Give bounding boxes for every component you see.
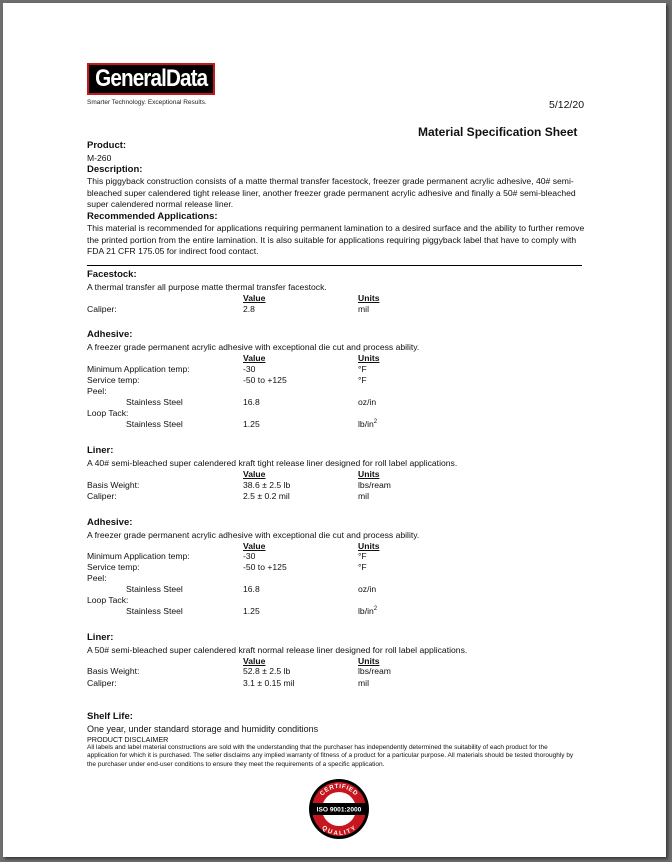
spec-unit: lbs/ream — [358, 666, 391, 676]
spec-name: Basis Weight: — [87, 480, 140, 490]
units-header: Units — [358, 353, 380, 363]
units-header: Units — [358, 293, 380, 303]
units-header: Units — [358, 541, 380, 551]
value-header: Value — [243, 656, 266, 666]
applications-text: This material is recommended for applications requiring permanent lamination to a desired surface and the ability to further remove the printed portion from the entire lamination. It is also suitable for applications requiring piggyback label that have to comply with FDA 21 CFR 175.05 for indirect food contact. — [87, 223, 585, 256]
spec-name: Peel: — [87, 573, 107, 583]
spec-name: Loop Tack: — [87, 408, 129, 418]
spec-name: Caliper: — [87, 491, 117, 501]
spec-unit-base: lb/in — [358, 419, 374, 429]
spec-value: 1.25 — [243, 606, 260, 616]
document-page — [3, 3, 666, 857]
product-value: M-260 — [87, 153, 112, 163]
value-header: Value — [243, 353, 266, 363]
applications-label: Recommended Applications: — [87, 211, 218, 222]
seal-top-text: CERTIFIED — [318, 782, 360, 798]
spec-value: -30 — [243, 364, 256, 374]
spec-subname: Stainless Steel — [126, 419, 183, 429]
shelf-life-text: One year, under standard storage and humidity conditions — [87, 724, 319, 734]
spec-value: 16.8 — [243, 397, 260, 407]
spec-name: Service temp: — [87, 562, 140, 572]
spec-value: 52.8 ± 2.5 lb — [243, 666, 291, 676]
spec-unit-sup: 2 — [373, 606, 378, 613]
logo-text: GeneralData — [94, 65, 208, 92]
spec-value: -50 to +125 — [243, 562, 287, 572]
spec-name: Basis Weight: — [87, 666, 140, 676]
disclaimer-text: All labels and label material constructions are sold with the understanding that the purchaser has independently determined the suitability of each product for the application for which it is purchased. The seller disclaims any implied warranty of fitness of a product for a particular purpose. All materials should be tested thoroughly by the purchaser under end-user conditions to ensure they meet the requirements of a specific application. — [87, 744, 574, 768]
document-date: 5/12/20 — [549, 99, 585, 111]
spec-unit — [358, 419, 377, 429]
liner-label: Liner: — [87, 632, 114, 643]
spec-unit: mil — [358, 304, 369, 314]
product-label: Product: — [87, 140, 127, 151]
adhesive-label: Adhesive: — [87, 517, 133, 528]
spec-value: -50 to +125 — [243, 375, 287, 385]
spec-unit — [358, 606, 377, 616]
facestock-desc: A thermal transfer all purpose matte thermal transfer facestock. — [87, 282, 327, 292]
spec-unit: lbs/ream — [358, 480, 391, 490]
adhesive-desc: A freezer grade permanent acrylic adhesive with exceptional die cut and process ability. — [87, 342, 420, 352]
spec-unit: °F — [358, 364, 367, 374]
spec-name: Minimum Application temp: — [87, 551, 190, 561]
spec-name: Service temp: — [87, 375, 140, 385]
value-header: Value — [243, 469, 266, 479]
company-logo — [87, 63, 215, 95]
disclaimer-title: PRODUCT DISCLAIMER — [87, 735, 169, 744]
liner-desc: A 40# semi-bleached super calendered kraft tight release liner designed for roll label applications. — [87, 458, 458, 468]
spec-value: 38.6 ± 2.5 lb — [243, 480, 291, 490]
spec-value: 2.5 ± 0.2 mil — [243, 491, 290, 501]
spec-name: Minimum Application temp: — [87, 364, 190, 374]
liner-label: Liner: — [87, 445, 114, 456]
spec-name: Loop Tack: — [87, 595, 129, 605]
units-header: Units — [358, 656, 380, 666]
spec-unit: mil — [358, 678, 369, 688]
spec-unit: oz/in — [358, 397, 377, 407]
spec-name: Caliper: — [87, 678, 117, 688]
adhesive-desc: A freezer grade permanent acrylic adhesive with exceptional die cut and process ability. — [87, 530, 420, 540]
spec-subname: Stainless Steel — [126, 397, 183, 407]
spec-subname: Stainless Steel — [126, 606, 183, 616]
logo-tagline: Smarter Technology. Exceptional Results. — [87, 99, 207, 106]
facestock-label: Facestock: — [87, 269, 137, 280]
adhesive-label: Adhesive: — [87, 329, 133, 340]
spec-unit: oz/in — [358, 584, 377, 594]
spec-value: 1.25 — [243, 419, 260, 429]
spec-name: Caliper: — [87, 304, 117, 314]
iso-certified-seal — [308, 778, 370, 840]
spec-value: 2.8 — [243, 304, 255, 314]
spec-unit: °F — [358, 551, 367, 561]
spec-subname: Stainless Steel — [126, 584, 183, 594]
description-text: This piggyback construction consists of a matte thermal transfer facestock, freezer grade permanent acrylic adhesive, 40# semi-bleached super calendered tight release liner, another freezer grade permanent acrylic adhesive and finally a 50# semi-bleached super calendered normal release liner. — [87, 176, 576, 209]
section-divider — [87, 265, 582, 266]
seal-bottom-text: QUALITY — [320, 824, 358, 838]
value-header: Value — [243, 293, 266, 303]
spec-value: 16.8 — [243, 584, 260, 594]
spec-name: Peel: — [87, 386, 107, 396]
units-header: Units — [358, 469, 380, 479]
spec-unit-base: lb/in — [358, 606, 374, 616]
description-label: Description: — [87, 164, 143, 175]
seal-middle-text: ISO 9001:2000 — [316, 806, 362, 814]
spec-value: -30 — [243, 551, 256, 561]
spec-unit: °F — [358, 375, 367, 385]
spec-unit-sup: 2 — [373, 419, 378, 426]
shelf-life-label: Shelf Life: — [87, 711, 133, 722]
page-title: Material Specification Sheet — [418, 125, 578, 139]
spec-unit: °F — [358, 562, 367, 572]
liner-desc: A 50# semi-bleached super calendered kraft normal release liner designed for roll label applications. — [87, 645, 468, 655]
value-header: Value — [243, 541, 266, 551]
spec-value: 3.1 ± 0.15 mil — [243, 678, 295, 688]
spec-unit: mil — [358, 491, 369, 501]
